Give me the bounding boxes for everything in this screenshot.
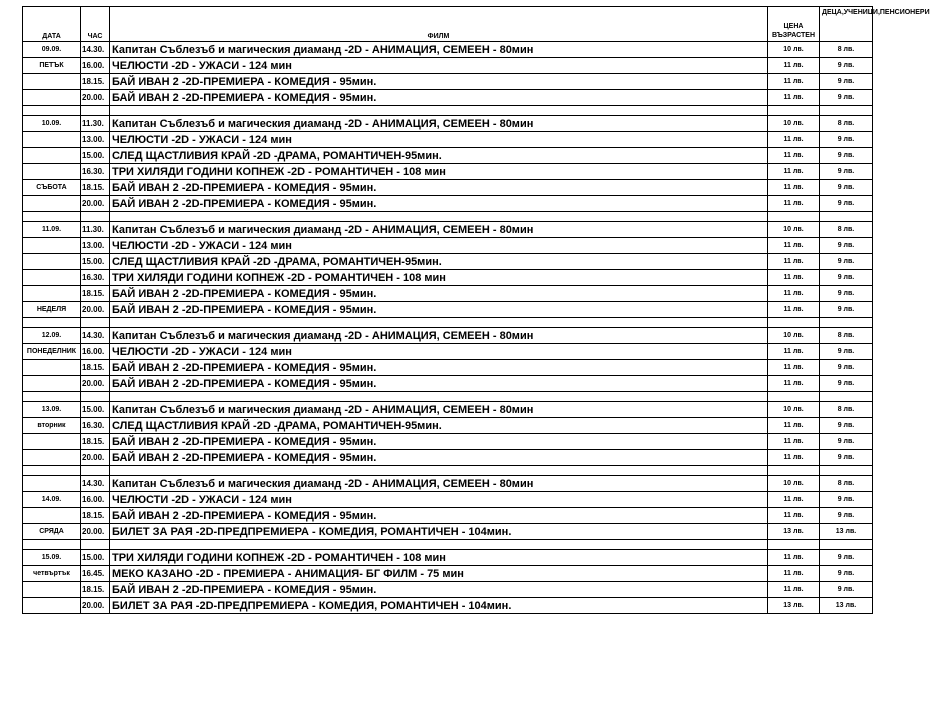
film-title: БАЙ ИВАН 2 -2D-ПРЕМИЕРА - КОМЕДИЯ - 95мин.: [110, 196, 768, 212]
film-title: СЛЕД ЩАСТЛИВИЯ КРАЙ -2D -ДРАМА, РОМАНТИЧЕН-95мин.: [110, 254, 768, 270]
table-row: [23, 238, 873, 254]
table-row: [23, 418, 873, 434]
reduced-price: 9 лв.: [820, 254, 873, 270]
table-row: [23, 164, 873, 180]
reduced-price: 8 лв.: [820, 222, 873, 238]
header-film: ФИЛМ: [110, 7, 768, 42]
table-row: [23, 344, 873, 360]
screening-time: 15.00.: [81, 550, 110, 566]
film-title: БАЙ ИВАН 2 -2D-ПРЕМИЕРА - КОМЕДИЯ - 95мин.: [110, 582, 768, 598]
reduced-price: 8 лв.: [820, 328, 873, 344]
reduced-price: 9 лв.: [820, 180, 873, 196]
reduced-price: 13 лв.: [820, 598, 873, 614]
reduced-price: 9 лв.: [820, 58, 873, 74]
adult-price: 11 лв.: [768, 132, 820, 148]
film-title: БАЙ ИВАН 2 -2D-ПРЕМИЕРА - КОМЕДИЯ - 95мин.: [110, 508, 768, 524]
film-title: ТРИ ХИЛЯДИ ГОДИНИ КОПНЕЖ -2D - РОМАНТИЧЕН - 108 мин: [110, 270, 768, 286]
film-title: Капитан Съблезъб и магическия диамaнд -2D - АНИМАЦИЯ, СЕМЕЕН - 80мин: [110, 222, 768, 238]
table-row: [23, 132, 873, 148]
table-row: [23, 376, 873, 392]
adult-price: 13 лв.: [768, 598, 820, 614]
table-row: [23, 582, 873, 598]
table-row: [23, 434, 873, 450]
reduced-price: 13 лв.: [820, 524, 873, 540]
table-row: [23, 286, 873, 302]
screening-time: 13.00.: [81, 132, 110, 148]
screening-date: [23, 238, 81, 254]
film-title: БИЛЕТ ЗА РАЯ -2D-ПРЕДПРЕМИЕРА - КОМЕДИЯ, РОМАНТИЧЕН - 104мин.: [110, 598, 768, 614]
screening-time: 18.15.: [81, 508, 110, 524]
day-separator: [23, 318, 873, 328]
adult-price: 11 лв.: [768, 286, 820, 302]
screening-time: 20.00.: [81, 302, 110, 318]
reduced-price: 9 лв.: [820, 434, 873, 450]
day-separator: [23, 466, 873, 476]
header-time: ЧАС: [81, 7, 110, 42]
separator-cell: [23, 466, 81, 476]
separator-cell: [110, 466, 768, 476]
reduced-price: 9 лв.: [820, 550, 873, 566]
day-separator: [23, 540, 873, 550]
separator-cell: [820, 212, 873, 222]
table-row: [23, 524, 873, 540]
screening-time: 14.30.: [81, 42, 110, 58]
reduced-price: 9 лв.: [820, 360, 873, 376]
screening-date: 12.09.: [23, 328, 81, 344]
film-title: БИЛЕТ ЗА РАЯ -2D-ПРЕДПРЕМИЕРА - КОМЕДИЯ, РОМАНТИЧЕН - 104мин.: [110, 524, 768, 540]
screening-time: 14.30.: [81, 476, 110, 492]
screening-date: 14.09.: [23, 492, 81, 508]
reduced-price: 9 лв.: [820, 450, 873, 466]
day-separator: [23, 392, 873, 402]
adult-price: 11 лв.: [768, 196, 820, 212]
film-title: Капитан Съблезъб и магическия диамaнд -2D - АНИМАЦИЯ, СЕМЕЕН - 80мин: [110, 328, 768, 344]
screening-time: 16.30.: [81, 164, 110, 180]
screening-date: [23, 90, 81, 106]
separator-cell: [820, 540, 873, 550]
adult-price: 11 лв.: [768, 238, 820, 254]
screening-date: [23, 254, 81, 270]
separator-cell: [110, 212, 768, 222]
screening-time: 11.30.: [81, 222, 110, 238]
film-title: ТРИ ХИЛЯДИ ГОДИНИ КОПНЕЖ -2D - РОМАНТИЧЕН - 108 мин: [110, 164, 768, 180]
reduced-price: 9 лв.: [820, 90, 873, 106]
adult-price: 10 лв.: [768, 328, 820, 344]
table-row: [23, 328, 873, 344]
reduced-price: 8 лв.: [820, 42, 873, 58]
reduced-price: 9 лв.: [820, 492, 873, 508]
screening-date: СРЯДА: [23, 524, 81, 540]
screening-date: [23, 434, 81, 450]
adult-price: 10 лв.: [768, 116, 820, 132]
separator-cell: [81, 392, 110, 402]
adult-price: 13 лв.: [768, 524, 820, 540]
film-title: БАЙ ИВАН 2 -2D-ПРЕМИЕРА - КОМЕДИЯ - 95мин.: [110, 450, 768, 466]
schedule-body: [23, 42, 873, 614]
adult-price: 11 лв.: [768, 550, 820, 566]
separator-cell: [110, 106, 768, 116]
film-title: БАЙ ИВАН 2 -2D-ПРЕМИЕРА - КОМЕДИЯ - 95мин.: [110, 376, 768, 392]
reduced-price: 9 лв.: [820, 270, 873, 286]
screening-time: 16.00.: [81, 492, 110, 508]
adult-price: 11 лв.: [768, 302, 820, 318]
adult-price: 11 лв.: [768, 434, 820, 450]
film-title: ЧЕЛЮСТИ -2D - УЖАСИ - 124 мин: [110, 58, 768, 74]
screening-time: 11.30.: [81, 116, 110, 132]
screening-time: 15.00.: [81, 254, 110, 270]
day-separator: [23, 106, 873, 116]
adult-price: 11 лв.: [768, 376, 820, 392]
separator-cell: [110, 318, 768, 328]
table-row: [23, 254, 873, 270]
film-title: МЕКО КАЗАНО -2D - ПРЕМИЕРА - АНИМАЦИЯ- БГ ФИЛМ - 75 мин: [110, 566, 768, 582]
separator-cell: [768, 540, 820, 550]
adult-price: 11 лв.: [768, 148, 820, 164]
screening-date: 13.09.: [23, 402, 81, 418]
screening-date: вторник: [23, 418, 81, 434]
table-row: [23, 270, 873, 286]
adult-price: 10 лв.: [768, 42, 820, 58]
film-title: БАЙ ИВАН 2 -2D-ПРЕМИЕРА - КОМЕДИЯ - 95мин.: [110, 302, 768, 318]
adult-price: 10 лв.: [768, 402, 820, 418]
film-title: Капитан Съблезъб и магическия диамaнд -2D - АНИМАЦИЯ, СЕМЕЕН - 80мин: [110, 402, 768, 418]
adult-price: 11 лв.: [768, 566, 820, 582]
reduced-price: 9 лв.: [820, 418, 873, 434]
separator-cell: [768, 212, 820, 222]
screening-date: [23, 450, 81, 466]
reduced-price: 9 лв.: [820, 302, 873, 318]
adult-price: 11 лв.: [768, 164, 820, 180]
film-title: Капитан Съблезъб и магическия диамaнд -2D - АНИМАЦИЯ, СЕМЕЕН - 80мин: [110, 116, 768, 132]
film-title: БАЙ ИВАН 2 -2D-ПРЕМИЕРА - КОМЕДИЯ - 95мин.: [110, 360, 768, 376]
film-title: ЧЕЛЮСТИ -2D - УЖАСИ - 124 мин: [110, 132, 768, 148]
table-row: [23, 508, 873, 524]
reduced-price: 9 лв.: [820, 286, 873, 302]
separator-cell: [23, 540, 81, 550]
adult-price: 11 лв.: [768, 492, 820, 508]
screening-time: 20.00.: [81, 598, 110, 614]
screening-date: [23, 132, 81, 148]
reduced-price: 9 лв.: [820, 508, 873, 524]
header-price: ЦЕНА ВЪЗРАСТЕН: [768, 7, 820, 42]
reduced-price: 9 лв.: [820, 566, 873, 582]
film-title: БАЙ ИВАН 2 -2D-ПРЕМИЕРА - КОМЕДИЯ - 95мин.: [110, 180, 768, 196]
screening-date: НЕДЕЛЯ: [23, 302, 81, 318]
adult-price: 11 лв.: [768, 90, 820, 106]
separator-cell: [81, 106, 110, 116]
adult-price: 10 лв.: [768, 476, 820, 492]
screening-date: [23, 360, 81, 376]
separator-cell: [81, 466, 110, 476]
film-title: ЧЕЛЮСТИ -2D - УЖАСИ - 124 мин: [110, 492, 768, 508]
table-row: [23, 360, 873, 376]
separator-cell: [81, 212, 110, 222]
screening-time: 18.15.: [81, 434, 110, 450]
screening-time: 14.30.: [81, 328, 110, 344]
table-row: [23, 42, 873, 58]
separator-cell: [820, 318, 873, 328]
reduced-price: 8 лв.: [820, 476, 873, 492]
table-row: [23, 302, 873, 318]
screening-date: [23, 270, 81, 286]
adult-price: 11 лв.: [768, 508, 820, 524]
screening-time: 16.30.: [81, 418, 110, 434]
film-title: БАЙ ИВАН 2 -2D-ПРЕМИЕРА - КОМЕДИЯ - 95мин.: [110, 90, 768, 106]
separator-cell: [768, 392, 820, 402]
film-title: БАЙ ИВАН 2 -2D-ПРЕМИЕРА - КОМЕДИЯ - 95мин.: [110, 286, 768, 302]
screening-date: [23, 148, 81, 164]
separator-cell: [820, 392, 873, 402]
screening-time: 20.00.: [81, 524, 110, 540]
table-row: [23, 566, 873, 582]
table-row: [23, 492, 873, 508]
reduced-price: 9 лв.: [820, 148, 873, 164]
film-title: ЧЕЛЮСТИ -2D - УЖАСИ - 124 мин: [110, 344, 768, 360]
separator-cell: [820, 106, 873, 116]
table-row: [23, 550, 873, 566]
screening-time: 16.30.: [81, 270, 110, 286]
table-row: [23, 116, 873, 132]
separator-cell: [23, 212, 81, 222]
screening-date: [23, 286, 81, 302]
table-row: [23, 450, 873, 466]
reduced-price: 9 лв.: [820, 196, 873, 212]
reduced-price: 8 лв.: [820, 116, 873, 132]
table-row: [23, 58, 873, 74]
screening-time: 16.45.: [81, 566, 110, 582]
screening-date: [23, 582, 81, 598]
screening-time: 16.00.: [81, 58, 110, 74]
screening-time: 18.15.: [81, 74, 110, 90]
screening-time: 20.00.: [81, 450, 110, 466]
screening-date: 11.09.: [23, 222, 81, 238]
screening-date: ПОНЕДЕЛНИК: [23, 344, 81, 360]
screening-date: четвъртък: [23, 566, 81, 582]
screening-date: [23, 196, 81, 212]
adult-price: 11 лв.: [768, 270, 820, 286]
separator-cell: [81, 318, 110, 328]
separator-cell: [768, 466, 820, 476]
adult-price: 11 лв.: [768, 58, 820, 74]
film-title: СЛЕД ЩАСТЛИВИЯ КРАЙ -2D -ДРАМА, РОМАНТИЧЕН-95мин.: [110, 418, 768, 434]
adult-price: 11 лв.: [768, 450, 820, 466]
screening-date: 09.09.: [23, 42, 81, 58]
adult-price: 11 лв.: [768, 360, 820, 376]
screening-time: 15.00.: [81, 148, 110, 164]
film-title: БАЙ ИВАН 2 -2D-ПРЕМИЕРА - КОМЕДИЯ - 95мин.: [110, 434, 768, 450]
table-row: [23, 148, 873, 164]
reduced-price: 9 лв.: [820, 164, 873, 180]
table-row: [23, 74, 873, 90]
screening-time: 18.15.: [81, 286, 110, 302]
screening-time: 15.00.: [81, 402, 110, 418]
screening-time: 16.00.: [81, 344, 110, 360]
screening-date: СЪБОТА: [23, 180, 81, 196]
separator-cell: [81, 540, 110, 550]
reduced-price: 9 лв.: [820, 582, 873, 598]
screening-date: [23, 476, 81, 492]
adult-price: 11 лв.: [768, 180, 820, 196]
screening-date: ПЕТЪК: [23, 58, 81, 74]
header-date: ДАТА: [23, 7, 81, 42]
reduced-price: 9 лв.: [820, 132, 873, 148]
separator-cell: [768, 318, 820, 328]
screening-time: 13.00.: [81, 238, 110, 254]
adult-price: 11 лв.: [768, 74, 820, 90]
adult-price: 10 лв.: [768, 222, 820, 238]
film-title: ЧЕЛЮСТИ -2D - УЖАСИ - 124 мин: [110, 238, 768, 254]
separator-cell: [23, 106, 81, 116]
screening-date: 15.09.: [23, 550, 81, 566]
screening-date: [23, 376, 81, 392]
screening-date: [23, 508, 81, 524]
film-title: ТРИ ХИЛЯДИ ГОДИНИ КОПНЕЖ -2D - РОМАНТИЧЕН - 108 мин: [110, 550, 768, 566]
screening-time: 20.00.: [81, 90, 110, 106]
film-title: Капитан Съблезъб и магическия диамaнд -2D - АНИМАЦИЯ, СЕМЕЕН - 80мин: [110, 42, 768, 58]
separator-cell: [110, 392, 768, 402]
separator-cell: [23, 318, 81, 328]
screening-date: 10.09.: [23, 116, 81, 132]
reduced-price: 9 лв.: [820, 238, 873, 254]
day-separator: [23, 212, 873, 222]
reduced-price: 9 лв.: [820, 344, 873, 360]
table-row: [23, 180, 873, 196]
table-row: [23, 598, 873, 614]
table-row: [23, 402, 873, 418]
table-row: [23, 90, 873, 106]
screening-time: 18.15.: [81, 582, 110, 598]
reduced-price: 9 лв.: [820, 376, 873, 392]
table-row: [23, 196, 873, 212]
reduced-price: 9 лв.: [820, 74, 873, 90]
separator-cell: [768, 106, 820, 116]
header-kids-price: ДЕЦА,УЧЕНИЦИ,ПЕНСИОНЕРИ: [820, 7, 873, 42]
screening-date: [23, 74, 81, 90]
separator-cell: [110, 540, 768, 550]
screening-time: 18.15.: [81, 180, 110, 196]
screening-time: 18.15.: [81, 360, 110, 376]
table-row: [23, 476, 873, 492]
separator-cell: [820, 466, 873, 476]
adult-price: 11 лв.: [768, 418, 820, 434]
separator-cell: [23, 392, 81, 402]
table-row: [23, 222, 873, 238]
screening-date: [23, 164, 81, 180]
screening-time: 20.00.: [81, 196, 110, 212]
screening-time: 20.00.: [81, 376, 110, 392]
film-title: СЛЕД ЩАСТЛИВИЯ КРАЙ -2D -ДРАМА, РОМАНТИЧЕН-95мин.: [110, 148, 768, 164]
adult-price: 11 лв.: [768, 254, 820, 270]
film-title: Капитан Съблезъб и магическия диамaнд -2D - АНИМАЦИЯ, СЕМЕЕН - 80мин: [110, 476, 768, 492]
adult-price: 11 лв.: [768, 582, 820, 598]
film-title: БАЙ ИВАН 2 -2D-ПРЕМИЕРА - КОМЕДИЯ - 95мин.: [110, 74, 768, 90]
adult-price: 11 лв.: [768, 344, 820, 360]
header-row: [23, 7, 873, 42]
schedule-table: [22, 6, 930, 614]
screening-date: [23, 598, 81, 614]
reduced-price: 8 лв.: [820, 402, 873, 418]
